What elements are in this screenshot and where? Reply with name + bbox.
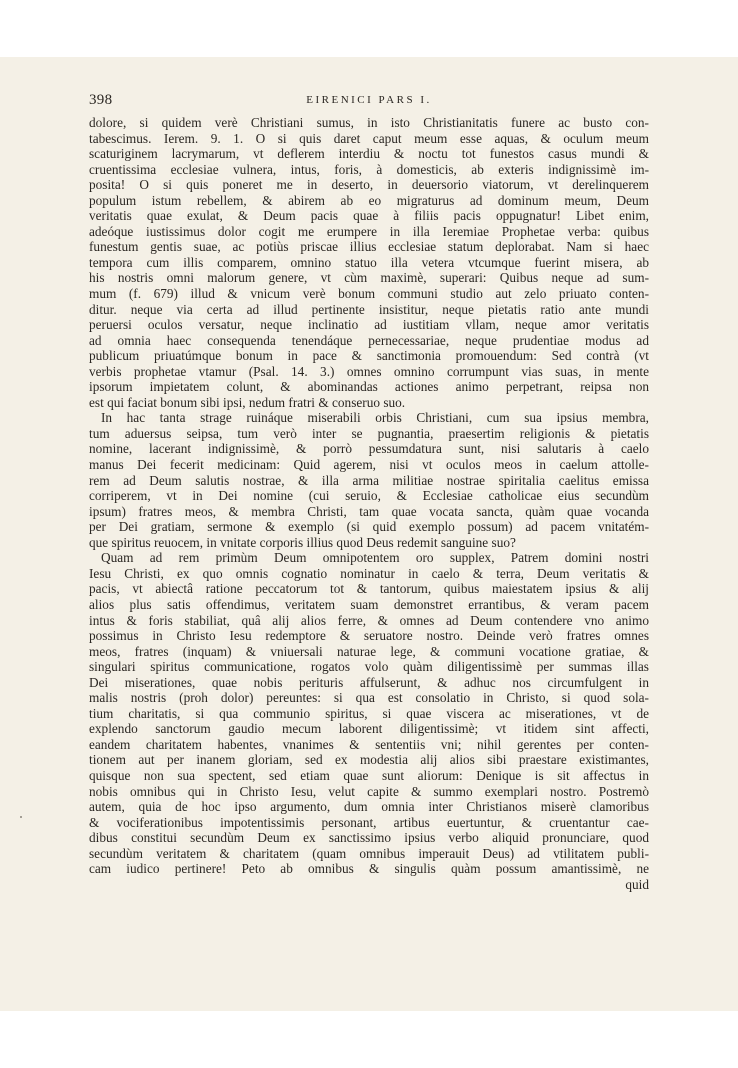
text-line: intus & foris stabiliat, quâ alij alios ferre, & omnes ad Deum contendere vno animo <box>89 612 649 628</box>
text-line: tabescimus. Ierem. 9. 1. O si quis daret caput meum esse aquas, & oculum meum <box>89 130 649 146</box>
text-line: secundùm veritatem & charitatem (quam omnibus imperauit Deus) ad vtilitatem publi- <box>89 845 649 861</box>
margin-speck <box>20 816 22 818</box>
text-line: tempora cum illis comparem, omnino statuo illa vetera vtcumque fuerint misera, ab <box>89 254 649 270</box>
text-line: dibus constitui secundùm Deum ex sanctissimo ipsius verbo aliquid pronunciare, quod <box>89 830 649 846</box>
text-line: explendo sanctorum gaudio mecum laborent diligentissimè; vt itidem sint affecti, <box>89 721 649 737</box>
body-text <box>89 115 649 892</box>
text-line: veritatis quae exulat, & Deum pacis quae à filiis pacis oppugnatur! Libet enim, <box>89 208 649 224</box>
running-head <box>89 92 649 112</box>
text-line: tum aduersus seipsa, tum verò inter se pugnantia, praesertim religionis & pietatis <box>89 425 649 441</box>
text-line: possimus in Christo Iesu redemptore & seruatore nostro. Deinde verò fratres omnes <box>89 628 649 644</box>
text-line: funestum gentis suae, ac potiùs priscae illius ecclesiae statum deplorabat. Nam si haec <box>89 239 649 255</box>
text-line: nomine, lacerant indignissimè, & porrò pessumdatura sunt, nisi salutaris à caelo <box>89 441 649 457</box>
top-margin-band <box>0 0 738 57</box>
text-line: per Dei gratiam, sermone & exemplo (si quid exemplo possum) ad pacem vnitatém- <box>89 519 649 535</box>
text-line: eandem charitatem habentes, vnanimes & sententiis vni; nihil gerentes per conten- <box>89 736 649 752</box>
text-line: & vociferationibus impotentissimis personant, artibus euertuntur, & cruentantur cae- <box>89 814 649 830</box>
text-line: autem, quia de hoc ipso argumento, dum omnia inter Christianos miserè clamoribus <box>89 799 649 815</box>
text-line: cruentissima ecclesiae vulnera, intus, foris, à domesticis, ab exteris indignissimè im- <box>89 161 649 177</box>
text-line: adeóque iustissimus dolor cogit me erumpere in illa Ieremiae Prophetae verba: quibus <box>89 223 649 239</box>
text-line: verbis prophetae vtamur (Psal. 14. 3.) omnes omnino corrumpunt vias suas, in mente <box>89 363 649 379</box>
text-line: tium charitatis, si qua communio spiritus, si quae viscera ac miserationes, vt de <box>89 705 649 721</box>
text-line: quisque non sua spectent, sed etiam quae sunt aliorum: Denique is sit affectus in <box>89 767 649 783</box>
page-number: 398 <box>89 92 113 108</box>
text-line: cam iudico pertinere! Peto ab omnibus & singulis quàm possum amantissimè, ne <box>89 861 649 877</box>
text-line: que spiritus reuocem, in vnitate corporis illius quod Deus redemit sanguine suo? <box>89 534 516 550</box>
text-line: mum (f. 679) illud & vnicum verè bonum communi studio aut zelo priuato conten- <box>89 286 649 302</box>
catchword: quid <box>625 876 649 892</box>
text-line: nobis omnibus qui in Christo Iesu, velut capite & summo exemplari nostro. Postremò <box>89 783 649 799</box>
text-line: his nostris omni malorum genere, vt cùm maximè, superari: Quibus neque ad sum- <box>89 270 649 286</box>
text-line: Quam ad rem primùm Deum omnipotentem oro supplex, Patrem domini nostri <box>101 550 649 566</box>
text-line: Dei miserationes, quae nobis perituris affulserunt, & adhuc nos circumfulgent in <box>89 674 649 690</box>
text-line: scaturiginem lacrymarum, vt deflerem interdiu & noctu tot funestos casus mundi & <box>89 146 649 162</box>
text-line: Iesu Christi, ex quo omnis cognatio nominatur in caelo & terra, Deum veritatis & <box>89 565 649 581</box>
text-line: publicum priuatúmque bonum in pace & sanctimonia promouendum: Sed contrà (vt <box>89 348 649 364</box>
text-line: tionem aut per inanem gloriam, sed ex modestia alij alios sibi praestare existimantes, <box>89 752 649 768</box>
text-line: dolore, si quidem verè Christiani sumus, in isto Christianitatis funere ac busto con- <box>89 115 649 130</box>
text-line: rem ad Deum salutis nostrae, & illa arma militiae nostrae spiritalia caelitus emissa <box>89 472 649 488</box>
text-line: peruersi oculos versatur, neque inclinatio ad iustitiam vllam, neque amor veritatis <box>89 317 649 333</box>
running-title: EIRENICI PARS I. <box>306 94 432 106</box>
text-line: posita! O si quis poneret me in deserto, in deuersorio viatorum, vt derelinquerem <box>89 177 649 193</box>
text-line: manus Dei fecerit medicinam: Quid agerem, nisi vt oculos meos in caelum attolle- <box>89 457 649 473</box>
text-line: est qui faciat bonum sibi ipsi, nedum fratri & conseruo suo. <box>89 394 406 410</box>
text-line: pacis, vt abiectâ ratione peccatorum tot & tantorum, quibus maiestatem ipsius & alij <box>89 581 649 597</box>
text-line: ipsum) fratres meos, & membra Christi, tam quae vocata sancta, quàm quae vocanda <box>89 503 649 519</box>
text-line: ipsorum impietatem colunt, & abominandas actiones animo perpetrant, reipsa non <box>89 379 649 395</box>
text-line: corriperem, vt in Dei nomine (cui seruio, & Ecclesiae catholicae eius secundùm <box>89 488 649 504</box>
bottom-margin-band <box>0 1011 738 1068</box>
text-line: ad omnia haec consequenda tenendáque pernecessariae, neque prudentiae modus ad <box>89 332 649 348</box>
text-line: In hac tanta strage ruináque miserabili orbis Christiani, cum sua ipsius membra, <box>101 410 649 426</box>
text-line: populum istum rebellem, & abirem ab eo migraturus ad dominum meum, Deum <box>89 192 649 208</box>
text-line: singulari spiritus communicatione, rogatos volo quàm diligentissimè per summas illas <box>89 659 649 675</box>
text-line: malis nostris (proh dolor) pereuntes: si qua est consolatio in Christo, si quod sola- <box>89 690 649 706</box>
text-line: meos, fratres (inquam) & vniuersali naturae lege, & communi vocatione gratiae, & <box>89 643 649 659</box>
text-line: alios plus satis offendimus, veritatem suam demonstret errantibus, & veram pacem <box>89 596 649 612</box>
text-line: ditur. neque via certa ad illud pertinente insistitur, neque pietatis ratio ante mundi <box>89 301 649 317</box>
